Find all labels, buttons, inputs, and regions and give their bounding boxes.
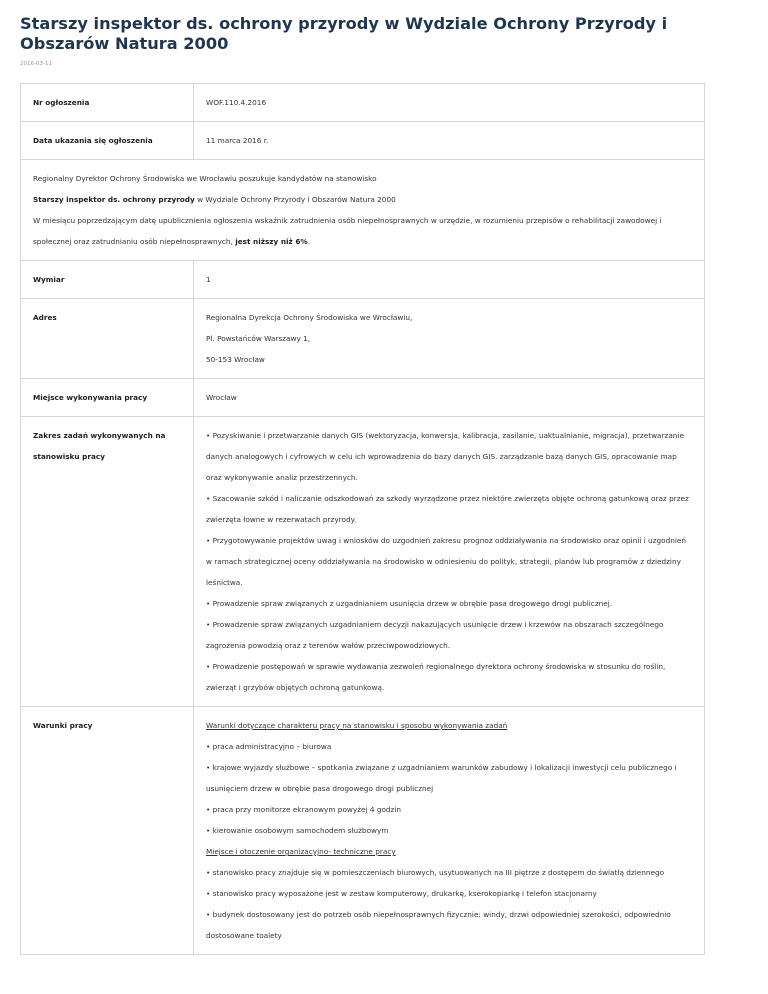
conditions-list [194, 707, 704, 954]
row-data-ogloszenia [21, 121, 704, 159]
row-label: Miejsce wykonywania pracy [21, 379, 194, 416]
row-zakres [21, 416, 704, 706]
list-item: • praca administracyjno – biurowa [206, 742, 332, 751]
intro-disability-rate [33, 210, 692, 252]
position-department: w Wydziale Ochrony Przyrody i Obszarów Natura 2000 [194, 195, 396, 204]
conditions-heading: Miejsce i otoczenie organizacyjno- techniczne pracy [206, 847, 396, 856]
list-item: • Prowadzenie postępowań w sprawie wydawania zezwoleń regionalnego dyrektora ochrony środowiska w stosunku do roślin, zwierząt i grzybów objętych ochroną gatunkową. [206, 662, 666, 692]
list-item: • Prowadzenie spraw związanych uzgadnianiem decyzji nakazujących usunięcie drzew i krzewów na obszarach szczególnego zagrożenia powodzią oraz z terenów wałów przeciwpowodziowych. [206, 620, 664, 650]
row-intro [21, 159, 704, 260]
row-value: WOF.110.4.2016 [206, 98, 267, 107]
row-adres [21, 298, 704, 378]
list-item: • praca przy monitorze ekranowym powyżej 4 godzin [206, 805, 402, 814]
posting-details-table [20, 83, 705, 955]
list-item: • krajowe wyjazdy służbowe – spotkania związane z uzgadnianiem warunków zabudowy i lokalizacji inwestycji celu publicznego i usunięciem drzew w obrębie pasa drogowego drogi publicznej [206, 763, 677, 793]
address-line: Regionalna Dyrekcja Ochrony Środowiska we Wrocławiu, [206, 313, 413, 322]
row-label: Wymiar [21, 261, 194, 298]
rate-end: . [307, 237, 311, 246]
page-title: Starszy inspektor ds. ochrony przyrody w Wydziale Ochrony Przyrody i Obszarów Natura 2000 [20, 14, 668, 53]
address-value [194, 299, 704, 378]
rate-text: W miesiącu poprzedzającym datę upublicznienia ogłoszenia wskaźnik zatrudnienia osób niepełnosprawnych w urzędzie, w rozumieniu przepisów o rehabilitacji zawodowej i społecznej oraz zatrudnianiu osób niepełnosprawnych, [33, 216, 662, 246]
list-item: • Prowadzenie spraw związanych z uzgadnianiem usunięcia drzew w obrębie pasa drogowego drogi publicznej. [206, 599, 613, 608]
row-wymiar [21, 260, 704, 298]
row-label: Data ukazania się ogłoszenia [21, 122, 194, 159]
row-value: 1 [206, 275, 211, 284]
intro-position [33, 189, 692, 210]
row-warunki [21, 706, 704, 954]
position-name: Starszy inspektor ds. ochrony przyrody [33, 195, 195, 204]
intro-text [21, 160, 704, 260]
list-item: • kierowanie osobowym samochodem służbowym [206, 826, 389, 835]
list-item: • Szacowanie szkód i naliczanie odszkodowań za szkody wyrządzone przez niektóre zwierzęta objęte ochroną gatunkową oraz przez zwierzęta łowne w rezerwatach przyrody. [206, 494, 689, 524]
row-label: Adres [21, 299, 194, 378]
conditions-heading: Warunki dotyczące charakteru pracy na stanowisku i sposobu wykonywania zadań [206, 721, 508, 730]
row-value: 11 marca 2016 r. [206, 136, 269, 145]
list-item: • Przygotowywanie projektów uwag i wniosków do uzgodnień zakresu prognoz oddziaływania na środowisko oraz opinii i uzgodnień w ramach strategicznej oceny oddziaływania na środowisko w odniesieniu do polityk, strategii, planów lub programów z dziedziny leśnictwa. [206, 536, 686, 587]
address-line: 50-153 Wrocław [206, 355, 265, 364]
rate-value: jest niższy niż 6% [235, 237, 308, 246]
list-item: • Pozyskiwanie i przetwarzanie danych GIS (wektoryzacja, konwersja, kalibracja, zasilanie, uaktualnianie, migracja), przetwarzanie danych analogowych i cyfrowych w celu ich wprowadzenia do bazy danych GIS. zarządzanie bazą danych GIS, opracowanie map oraz wykonywanie analiz przestrzennych. [206, 431, 684, 482]
list-item: • budynek dostosowany jest do potrzeb osób niepełnosprawnych fizycznie: windy, drzwi odpowiedniej szerokości, odpowiednio dostosowane toalety [206, 910, 671, 940]
row-miejsce [21, 378, 704, 416]
publication-date: 2016-03-11 [20, 61, 52, 67]
intro-line: Regionalny Dyrektor Ochrony Środowiska we Wrocławiu poszukuje kandydatów na stanowisko [33, 174, 377, 183]
row-nr-ogloszenia [21, 84, 704, 121]
row-label: Nr ogłoszenia [21, 84, 194, 121]
row-label: Warunki pracy [21, 707, 194, 954]
row-value: Wrocław [206, 393, 237, 402]
duties-list [194, 417, 704, 706]
list-item: • stanowisko pracy wyposażone jest w zestaw komputerowy, drukarkę, kserokopiarkę i telefon stacjonarny [206, 889, 597, 898]
list-item: • stanowisko pracy znajduje się w pomieszczeniach biurowych, usytuowanych na III piętrze z dostępem do światłą dziennego [206, 868, 665, 877]
address-line: Pl. Powstańców Warszawy 1, [206, 334, 311, 343]
row-label: Zakres zadań wykonywanych na stanowisku pracy [21, 417, 194, 706]
